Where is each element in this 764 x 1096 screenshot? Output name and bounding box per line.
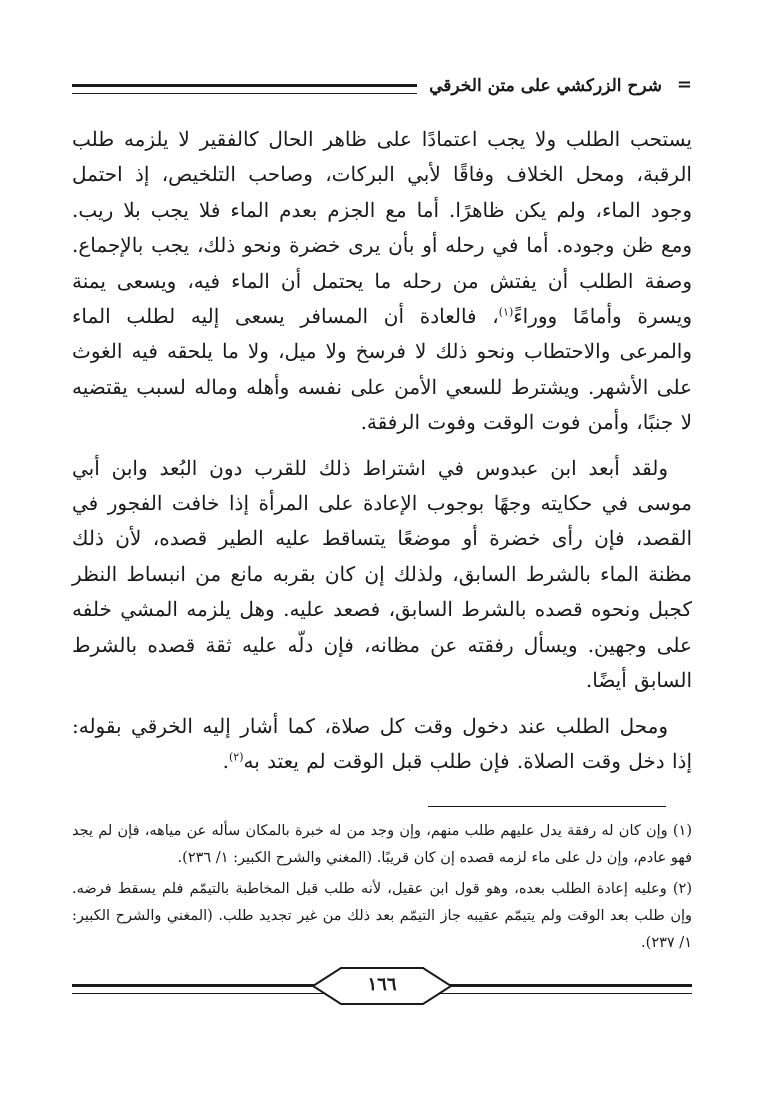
paragraph-1-text-cont: ، فالعادة أن المسافر يسعى إليه لطلب الماء والمرعى والاحتطاب ونحو ذلك لا فرسخ ولا ميل، ولا ما يلحقه فيه الغوث على الأشهر. ويشترط للسعي الأمن على نفسه وأهله وماله لسبب يقتضيه لا جنبًا، وأمن فوت الوقت وفوت الرفقة. <box>72 304 692 435</box>
page-number: ١٦٦ <box>367 974 397 995</box>
footnote-2: (٢) وعليه إعادة الطلب بعده، وهو قول ابن عقيل، لأنه طلب قبل المخاطبة بالتيمّم فلم يسقط فرضه. وإن طلب بعد الوقت ولم يتيمّم عقيبه جاز التيمّم بعد ذلك من غير تجديد طلب. (المغني والشرح الكبير: ١/ ٢٣٧). <box>72 881 692 951</box>
page-number-badge <box>307 966 457 1006</box>
paragraph-1 <box>72 122 692 441</box>
header-mark: = <box>676 74 692 95</box>
footnote-1: (١) وإن كان له رفقة يدل عليهم طلب منهم، وإن وجد من له خبرة بالمكان سأله عن مياهه، فإن لم يجد فهو عادم، وإن دل على ماء لزمه قصده إن كان قريبًا. (المغني والشرح الكبير: ١/ ٢٣٦). <box>72 823 692 866</box>
header-double-rule <box>72 84 417 94</box>
footnote-ref-1[interactable]: (١) <box>498 305 514 319</box>
footnote-separator <box>428 806 666 807</box>
footnotes <box>72 818 692 957</box>
paragraph-1-text: يستحب الطلب ولا يجب اعتمادًا على ظاهر الحال كالفقير لا يلزمه طلب الرقبة، ومحل الخلاف وفاقًا لأبي البركات، وصاحب التلخيص، إذ احتمل وجود الماء، ولم يكن ظاهرًا. أما مع الجزم بعدم الماء فلا يجب بلا ريب. ومع ظن وجوده. أما في رحله أو بأن يرى خضرة ونحو ذلك، يجب بالإجماع. وصفة الطلب أن يفتش من رحله ما يحتمل أن الماء فيه، ويسعى يمنة ويسرة وأمامًا ووراءً <box>72 127 692 329</box>
footnote-ref-2[interactable]: (٢) <box>228 750 244 764</box>
main-text <box>72 122 692 779</box>
page-footer <box>72 966 692 1012</box>
paragraph-3-text: ومحل الطلب عند دخول وقت كل صلاة، كما أشار إليه الخرقي بقوله: إذا دخل وقت الصلاة. فإن طلب قبل الوقت لم يعتد به <box>72 713 692 773</box>
paragraph-3 <box>72 709 692 780</box>
paragraph-3-text-cont: . <box>222 748 229 773</box>
paragraph-2-text: ولقد أبعد ابن عبدوس في اشتراط ذلك للقرب دون البُعد وابن أبي موسى في حكايته وجهًا بوجوب الإعادة على المرأة إذا خافت الفجور في القصد، فإن رأى خضرة أو موضعًا يتساقط عليه الطير قصده، لأن ذلك مظنة الماء بالشرط السابق، ولذلك إن كان بقربه مانع من انبساط النظر كجبل ونحوه قصده بالشرط السابق، فصعد عليه. وهل يلزمه المشي خلفه على وجهين. ويسأل رفقته عن مظانه، فإن دلّه عليه ثقة قصده بالشرط السابق أيضًا. <box>72 455 692 693</box>
header-title: شرح الزركشي على متن الخرقي <box>429 76 662 96</box>
paragraph-2 <box>72 451 692 699</box>
running-header <box>72 70 692 110</box>
